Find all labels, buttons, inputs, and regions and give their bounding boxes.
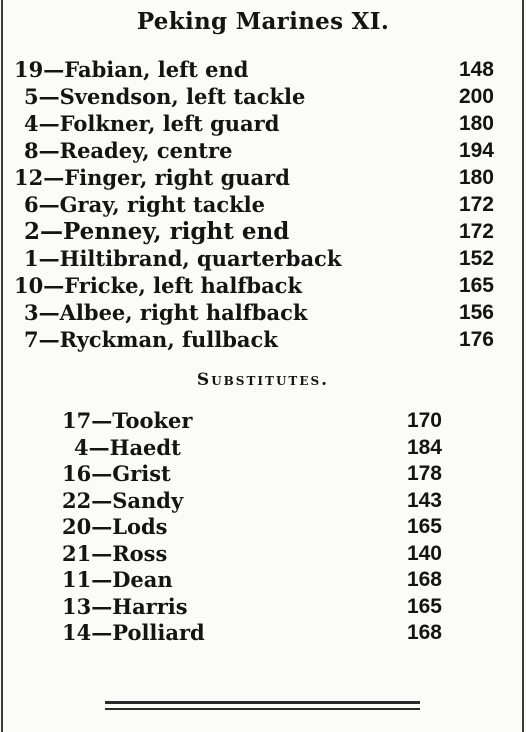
substitute-name: 14—Polliard [62,620,205,645]
player-weight: 200 [458,85,494,108]
substitute-name: 17—Tooker [62,408,193,433]
starting-lineup-list [14,56,494,353]
substitute-name: 21—Ross [62,540,168,566]
footer-double-rule-top [105,701,420,704]
player-weight: 172 [458,193,494,216]
player-name: 12—Finger, right guard [14,165,290,190]
substitute-row [62,594,442,621]
substitute-name: 4—Haedt [74,434,181,460]
substitute-name: 13—Harris [62,593,188,619]
substitute-weight: 178 [406,462,442,485]
player-name: 7—Ryckman, fullback [24,327,278,352]
substitute-weight: 184 [406,435,442,459]
player-weight: 194 [458,139,494,162]
substitute-row [62,461,442,488]
player-weight: 172 [458,220,494,243]
substitute-weight: 168 [406,568,442,591]
player-weight: 165 [458,274,494,297]
substitute-name: 16—Grist [62,461,171,486]
player-name: 10—Fricke, left halfback [14,273,303,298]
player-name: 6—Gray, right tackle [24,192,266,217]
lineup-row [14,326,494,353]
substitute-row [62,514,442,541]
player-weight: 180 [458,166,494,189]
substitute-weight: 165 [406,594,442,618]
substitute-row [62,567,442,594]
team-title: Peking Marines XI. [136,8,390,35]
player-name: 1—Hiltibrand, quarterback [24,246,342,271]
substitute-name: 20—Lods [62,514,168,539]
substitute-weight: 143 [406,488,442,512]
lineup-row [14,191,494,218]
footer-double-rule-bottom [105,708,420,710]
lineup-row [14,56,494,83]
substitute-row [62,488,442,515]
substitute-weight: 165 [406,515,442,538]
substitute-weight: 170 [406,409,442,432]
substitute-weight: 140 [406,541,442,565]
player-name: 4—Folkner, left guard [24,111,280,136]
lineup-row [14,83,494,110]
lineup-row [14,299,494,326]
player-name: 19—Fabian, left end [14,57,249,82]
substitutes-list [62,408,442,647]
lineup-row [14,245,494,272]
player-weight: 152 [458,247,494,270]
substitute-name: 11—Dean [62,567,173,592]
player-name: 8—Readey, centre [24,138,233,163]
substitute-weight: 168 [406,621,442,644]
lineup-row [14,272,494,299]
lineup-row [14,110,494,137]
substitute-row [62,435,442,462]
right-column-rule [522,0,524,732]
lineup-row [14,218,494,245]
substitutes-heading: Substitutes. [196,370,330,390]
player-name: 3—Albee, right halfback [24,300,308,325]
substitute-row [62,408,442,435]
player-weight: 180 [458,112,494,135]
player-name: 5—Svendson, left tackle [24,84,306,109]
lineup-row [14,137,494,164]
substitute-row [62,620,442,647]
left-column-rule [1,0,3,732]
substitute-name: 22—Sandy [62,487,184,513]
player-weight: 176 [458,328,494,351]
lineup-row [14,164,494,191]
substitute-row [62,541,442,568]
player-weight: 148 [458,58,494,81]
player-name: 2—Penney, right end [24,218,290,245]
player-weight: 156 [458,301,494,324]
